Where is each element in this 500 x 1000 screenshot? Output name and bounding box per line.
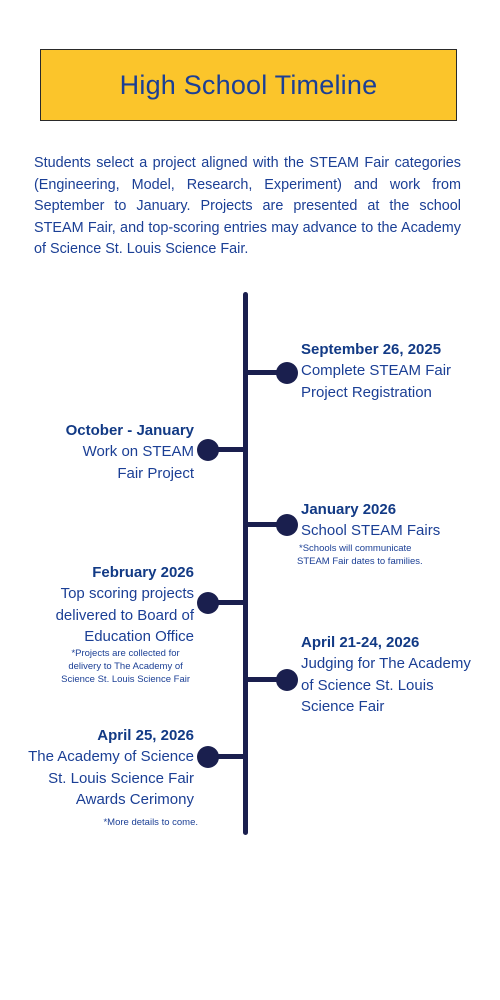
timeline-entry-apr-25: [28, 726, 194, 811]
entry-desc-line: Judging for The Academy: [301, 655, 471, 672]
entry-note: [61, 647, 190, 686]
timeline-dot: [197, 592, 219, 614]
entry-note-line: Science St. Louis Science Fair: [61, 674, 190, 685]
entry-note-line: *Projects are collected for: [71, 648, 180, 659]
timeline-entry-feb-2026: [56, 563, 194, 648]
entry-note: [103, 816, 198, 829]
entry-desc-line: Top scoring projects: [60, 585, 194, 602]
entry-desc-line: Complete STEAM Fair: [301, 362, 452, 379]
timeline-dot: [197, 439, 219, 461]
entry-note-line: delivery to The Academy of: [68, 661, 183, 672]
title-banner: [40, 49, 457, 121]
entry-date: February 2026: [92, 564, 194, 581]
intro-paragraph: Students select a project aligned with the STEAM Fair categories (Engineering, Model, Research, Experiment) and work from September to January. Projects are presented at the school STEAM Fair, and top-scoring entries may advance to the Academy of Science St. Louis Science Fair.: [34, 155, 461, 257]
entry-desc-line: Science Fair: [301, 698, 385, 715]
timeline-dot: [276, 514, 298, 536]
timeline-entry-sep-2025: [301, 340, 451, 403]
entry-desc-line: St. Louis Science Fair: [48, 769, 194, 787]
entry-desc-line: Fair Project: [117, 464, 194, 482]
page-title: High School Timeline: [119, 69, 378, 100]
timeline-entry-jan-2026: [301, 500, 440, 542]
entry-desc-line: School STEAM Fairs: [301, 522, 441, 539]
entry-date: April 21-24, 2026: [301, 634, 420, 651]
entry-note: [297, 542, 423, 568]
entry-date: January 2026: [301, 501, 397, 518]
entry-desc-line: Project Registration: [301, 383, 432, 401]
entry-desc-line: Awards Cerimony: [75, 791, 194, 808]
entry-desc-line: Work on STEAM: [82, 443, 194, 460]
entry-date: April 25, 2026: [97, 727, 194, 744]
timeline-dot: [276, 669, 298, 691]
entry-desc-line: delivered to Board of: [55, 606, 194, 624]
timeline-entry-apr-21-24: [301, 633, 471, 718]
entry-note-line: STEAM Fair dates to families.: [297, 556, 423, 567]
entry-note-line: *Schools will communicate: [299, 543, 412, 554]
entry-date: September 26, 2025: [301, 341, 442, 358]
timeline-entry-oct-jan: [66, 421, 194, 484]
timeline-dot: [276, 362, 298, 384]
timeline-dot: [197, 746, 219, 768]
entry-date: October - January: [65, 422, 194, 439]
entry-note-line: *More details to come.: [103, 817, 198, 828]
entry-desc-line: The Academy of Science: [28, 748, 194, 765]
entry-desc-line: Education Office: [84, 628, 194, 645]
entry-desc-line: of Science St. Louis: [301, 676, 434, 694]
